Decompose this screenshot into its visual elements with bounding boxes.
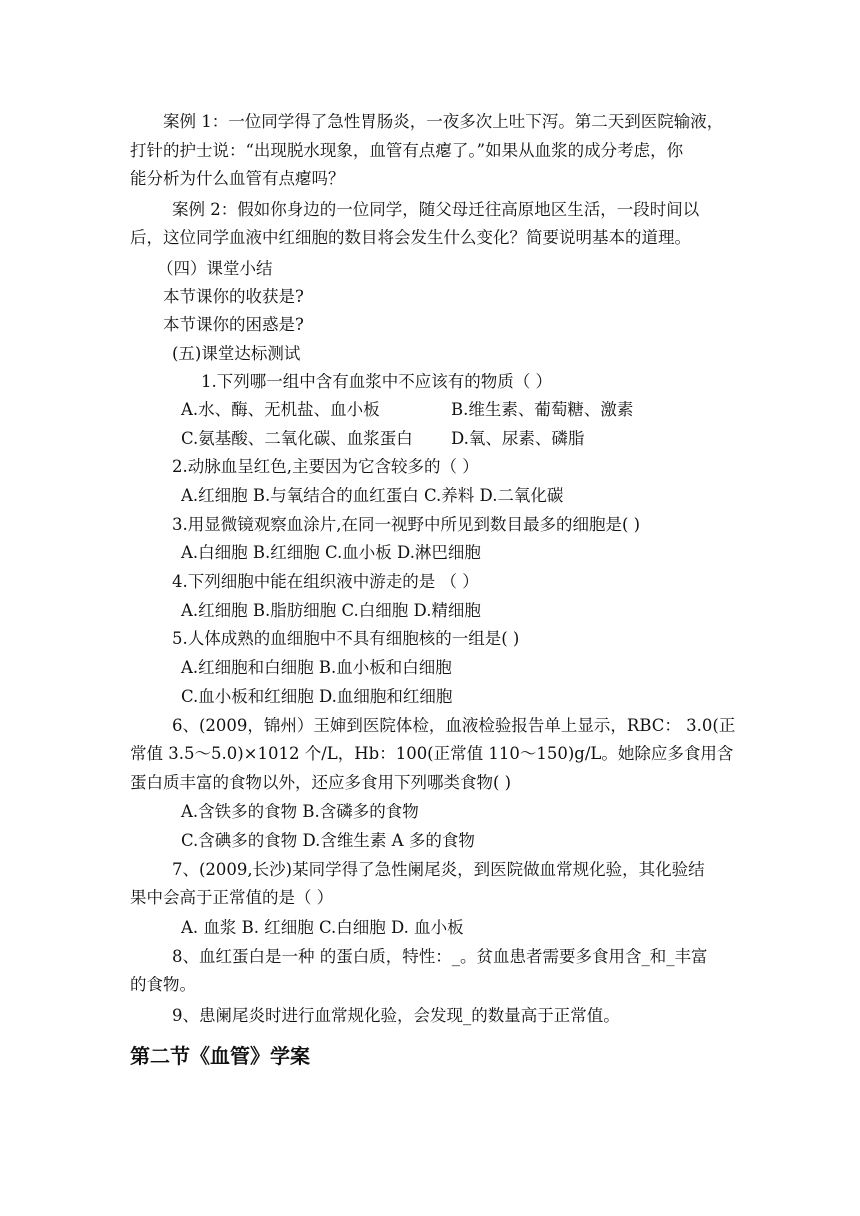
test-q1-option-c: C.氨基酸、二氧化碳、血浆蛋白 bbox=[181, 429, 413, 448]
test-q4-options: A.红细胞 B.脂肪细胞 C.白细胞 D.精细胞 bbox=[181, 601, 481, 620]
test-q7-line2: 果中会高于正常值的是（ ） bbox=[130, 888, 334, 907]
test-q5-options-cd: C.血小板和红细胞 D.血细胞和红细胞 bbox=[181, 687, 453, 706]
case1-line1: 案例 1：一位同学得了急性胃肠炎，一夜多次上吐下泻。第二天到医院输液， bbox=[163, 112, 724, 131]
test-q7-options: A. 血浆 B. 红细胞 C.白细胞 D. 血小板 bbox=[181, 918, 464, 937]
test-q6-options-cd: C.含碘多的食物 D.含维生素 A 多的食物 bbox=[181, 831, 475, 850]
summary-heading: （四）课堂小结 bbox=[157, 259, 273, 278]
test-q8-line2: 的食物。 bbox=[130, 975, 196, 994]
test-q1-option-b: B.维生素、葡萄糖、激素 bbox=[451, 400, 634, 419]
test-q1-option-d: D.氧、尿素、磷脂 bbox=[451, 429, 585, 448]
section-title: 第二节《血管》学案 bbox=[130, 1044, 310, 1068]
test-q3-options: A.白细胞 B.红细胞 C.血小板 D.淋巴细胞 bbox=[181, 543, 481, 562]
test-q5-options-ab: A.红细胞和白细胞 B.血小板和白细胞 bbox=[181, 658, 452, 677]
test-q4: 4.下列细胞中能在组织液中游走的是 （ ） bbox=[172, 572, 479, 591]
test-q5: 5.人体成熟的血细胞中不具有细胞核的一组是( ) bbox=[172, 629, 520, 648]
test-q6-line2: 常值 3.5～5.0)×1012 个/L，Hb：100(正常值 110～150)g/L。她除应多食用含 bbox=[130, 744, 734, 763]
case2-line1: 案例 2：假如你身边的一位同学，随父母迁往高原地区生活，一段时间以 bbox=[172, 200, 700, 219]
test-q6-options-ab: A.含铁多的食物 B.含磷多的食物 bbox=[181, 802, 419, 821]
test-q9: 9、患阑尾炎时进行血常规化验，会发现_的数量高于正常值。 bbox=[172, 1006, 620, 1025]
test-q2-options: A.红细胞 B.与氧结合的血红蛋白 C.养料 D.二氧化碳 bbox=[181, 486, 564, 505]
test-q1: 1.下列哪一组中含有血浆中不应该有的物质（ ） bbox=[201, 372, 552, 391]
test-heading: (五)课堂达标测试 bbox=[172, 344, 301, 363]
test-q6-line1: 6、(2009，锦州）王婶到医院体检，血液检验报告单上显示，RBC： 3.0(正 bbox=[172, 716, 736, 735]
test-q8-line1: 8、血红蛋白是一种 的蛋白质，特性：_。贫血患者需要多食用含_和_丰富 bbox=[172, 947, 708, 966]
summary-question-confusion: 本节课你的困惑是? bbox=[163, 315, 304, 334]
test-q1-option-a: A.水、酶、无机盐、血小板 bbox=[181, 400, 380, 419]
case1-line2: 打针的护士说：“出现脱水现象，血管有点瘪了。”如果从血浆的成分考虑，你 bbox=[130, 141, 684, 160]
case2-line2: 后，这位同学血液中红细胞的数目将会发生什么变化？简要说明基本的道理。 bbox=[130, 228, 691, 247]
test-q6-line3: 蛋白质丰富的食物以外，还应多食用下列哪类食物( ) bbox=[130, 773, 512, 792]
test-q7-line1: 7、(2009,长沙)某同学得了急性阑尾炎，到医院做血常规化验，其化验结 bbox=[172, 860, 705, 879]
test-q3: 3.用显微镜观察血涂片,在同一视野中所见到数目最多的细胞是( ) bbox=[172, 515, 641, 534]
summary-question-gains: 本节课你的收获是? bbox=[163, 287, 304, 306]
case1-line3: 能分析为什么血管有点瘪吗？ bbox=[130, 169, 345, 188]
test-q2: 2.动脉血呈红色,主要因为它含较多的（ ） bbox=[172, 457, 479, 476]
